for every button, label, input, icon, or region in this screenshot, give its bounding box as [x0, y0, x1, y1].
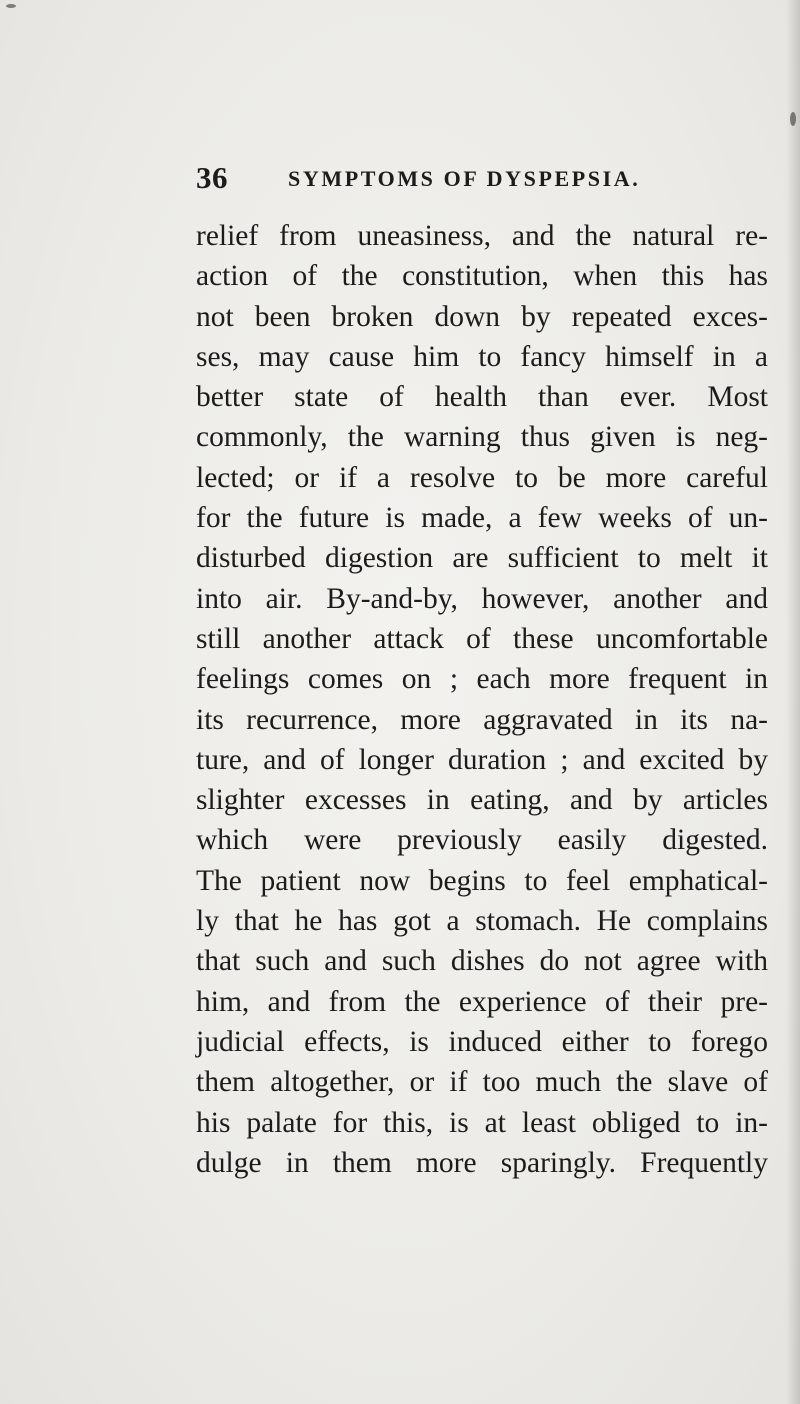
ink-speck: [790, 112, 796, 126]
page-edge-shadow: [786, 0, 800, 1404]
text-line: lected; or if a resolve to be more careful: [196, 461, 768, 494]
text-line: for the future is made, a few weeks of un-: [196, 502, 768, 535]
text-line: better state of health than ever. Most: [196, 381, 768, 414]
running-head: SYMPTOMS OF DYSPEPSIA.: [288, 166, 641, 191]
text-line: relief from uneasiness, and the natural re-: [196, 220, 768, 252]
text-line: that such and such dishes do not agree with: [196, 945, 768, 978]
text-line: still another attack of these uncomfortable: [196, 622, 768, 655]
text-line: judicial effects, is induced either to forego: [196, 1025, 768, 1058]
ink-speck: [6, 4, 16, 8]
text-line: dulge in them more sparingly. Frequently: [196, 1146, 768, 1179]
text-line: The patient now begins to feel emphatical-: [196, 864, 768, 897]
text-line: slighter excesses in eating, and by articles: [196, 784, 768, 817]
text-line: which were previously easily digested.: [196, 824, 768, 857]
text-line: action of the constitution, when this has: [196, 260, 768, 293]
text-line: disturbed digestion are sufficient to melt it: [196, 542, 768, 575]
text-line: not been broken down by repeated exces-: [196, 300, 768, 333]
text-line: him, and from the experience of their pre-: [196, 985, 768, 1018]
text-line: ture, and of longer duration ; and excited by: [196, 743, 768, 776]
page-header: [196, 160, 766, 200]
text-line: ses, may cause him to fancy himself in a: [196, 340, 768, 373]
body-text: [196, 216, 768, 1183]
text-line: into air. By-and-by, however, another and: [196, 582, 768, 615]
text-line: them altogether, or if too much the slave of: [196, 1066, 768, 1099]
text-line: his palate for this, is at least obliged to in-: [196, 1106, 768, 1139]
page-number: 36: [196, 160, 228, 195]
text-line: feelings comes on ; each more frequent in: [196, 663, 768, 696]
text-line: its recurrence, more aggravated in its na-: [196, 703, 768, 736]
text-line: ly that he has got a stomach. He complains: [196, 905, 768, 938]
text-line: commonly, the warning thus given is neg-: [196, 421, 768, 454]
